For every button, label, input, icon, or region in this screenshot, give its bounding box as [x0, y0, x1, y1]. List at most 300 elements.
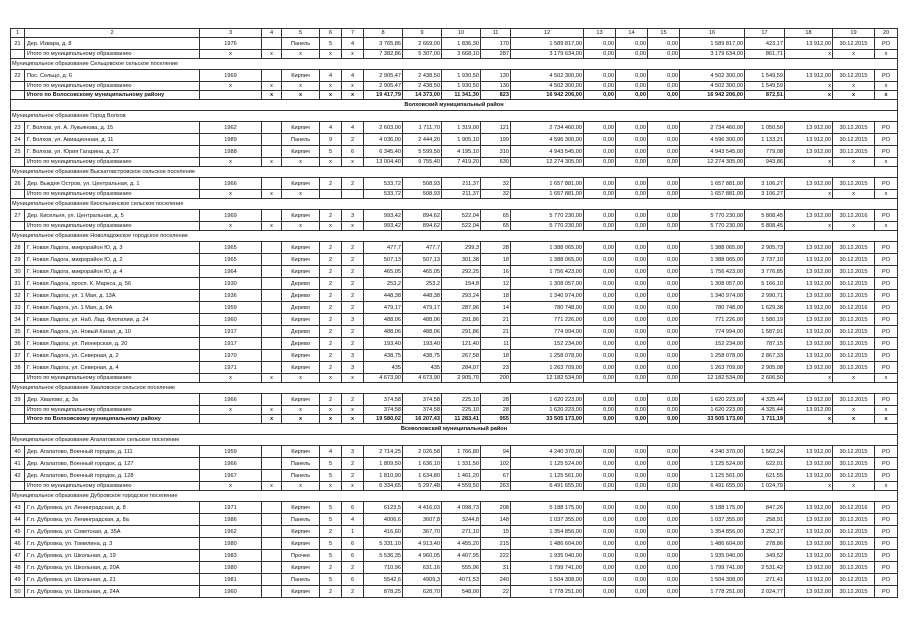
- table-cell: Итого по муниципальному образованию: [25, 222, 200, 231]
- table-cell: 13 912,00: [785, 178, 833, 190]
- table-cell: 479,17: [364, 302, 403, 314]
- table-cell: 13 912,00: [785, 562, 833, 574]
- table-cell: 1 024,79: [745, 482, 785, 491]
- table-cell: 2 603,00: [364, 122, 403, 134]
- table-cell: 3244,8: [442, 514, 481, 526]
- table-cell: 13 912,00: [785, 266, 833, 278]
- table-cell: 0,00: [616, 50, 648, 59]
- table-cell: [262, 526, 282, 538]
- table-cell: 0,00: [648, 350, 680, 362]
- table-cell: РО: [875, 526, 898, 538]
- table-cell: РО: [875, 458, 898, 470]
- table-cell: 15: [481, 526, 511, 538]
- table-cell: 299,3: [442, 242, 481, 254]
- table-cell: 13 912,00: [785, 362, 833, 374]
- table-cell: 2 905,47: [364, 70, 403, 82]
- table-cell: Кирпич: [282, 314, 320, 326]
- table-cell: 3: [342, 314, 364, 326]
- table-cell: 0,00: [648, 210, 680, 222]
- table-cell: 1986: [200, 514, 262, 526]
- table-cell: 710,96: [364, 562, 403, 574]
- table-cell: 1 125 561,00: [680, 470, 745, 482]
- column-number-header: [11, 29, 898, 38]
- table-cell: 1 657 881,00: [511, 178, 584, 190]
- table-cell: Г. Новая Ладога, микрорайон Ю, д. 2: [25, 254, 200, 266]
- table-cell: РО: [875, 266, 898, 278]
- table-cell: 28: [481, 394, 511, 406]
- section-heading-row: [11, 383, 898, 394]
- table-cell: 6 334,65: [364, 482, 403, 491]
- table-cell: 3: [342, 362, 364, 374]
- table-cell: 1 308 057,00: [511, 278, 584, 290]
- table-cell: 4 240 370,00: [511, 446, 584, 458]
- table-cell: 13 912,00: [785, 502, 833, 514]
- table-cell: 0,00: [616, 278, 648, 290]
- table-cell: 1 562,24: [745, 446, 785, 458]
- table-cell: Дерево: [282, 278, 320, 290]
- table-cell: 1 930,50: [442, 70, 481, 82]
- table-cell: 0,00: [616, 574, 648, 586]
- table-cell: 6123,5: [364, 502, 403, 514]
- table-cell: 6 491 655,00: [511, 482, 584, 491]
- table-cell: 42: [11, 470, 25, 482]
- table-cell: 284,07: [442, 362, 481, 374]
- table-cell: x: [262, 82, 282, 91]
- table-cell: 13 004,40: [364, 158, 403, 167]
- header-cell: 3: [200, 29, 262, 38]
- table-row: [11, 290, 898, 302]
- table-cell: 0,00: [616, 326, 648, 338]
- table-cell: Г. Волхов, ул. Юрия Гагарина, д. 27: [25, 146, 200, 158]
- table-cell: 0,00: [616, 338, 648, 350]
- table-cell: 1960: [200, 586, 262, 598]
- table-cell: 13 912,00: [785, 458, 833, 470]
- table-cell: 2: [342, 178, 364, 190]
- table-cell: [200, 91, 262, 100]
- table-cell: 3: [342, 446, 364, 458]
- table-cell: 2 905,70: [442, 374, 481, 383]
- table-cell: [262, 350, 282, 362]
- table-cell: 12 182 534,00: [680, 374, 745, 383]
- table-cell: x: [282, 158, 320, 167]
- table-cell: x: [262, 406, 282, 415]
- table-cell: 5 166,10: [745, 278, 785, 290]
- table-cell: x: [200, 158, 262, 167]
- table-cell: x: [200, 406, 262, 415]
- table-cell: 787,15: [745, 338, 785, 350]
- total-row: [11, 50, 898, 59]
- table-cell: 267,58: [442, 350, 481, 362]
- table-cell: 0,00: [584, 82, 616, 91]
- table-cell: 4 325,44: [745, 394, 785, 406]
- table-cell: 0,00: [648, 394, 680, 406]
- table-cell: 0,00: [584, 91, 616, 100]
- table-cell: 488,06: [403, 326, 442, 338]
- table-cell: 894,62: [403, 222, 442, 231]
- table-cell: 4 325,44: [745, 406, 785, 415]
- table-cell: 23: [481, 362, 511, 374]
- table-cell: 0,00: [584, 406, 616, 415]
- table-cell: 4 960,05: [403, 550, 442, 562]
- table-cell: 5 536,35: [364, 550, 403, 562]
- table-cell: 1966: [200, 394, 262, 406]
- table-cell: Дер. Агалатово, Военный городок, д. 127: [25, 458, 200, 470]
- table-cell: 130: [481, 70, 511, 82]
- table-cell: 0,00: [648, 254, 680, 266]
- table-cell: [262, 574, 282, 586]
- table-cell: x: [282, 406, 320, 415]
- table-cell: 465,05: [364, 266, 403, 278]
- table-cell: 11 341,30: [442, 91, 481, 100]
- table-cell: 0,00: [584, 470, 616, 482]
- table-cell: Итого по муниципальному образованию: [25, 374, 200, 383]
- table-cell: 1981: [200, 574, 262, 586]
- table-cell: [262, 562, 282, 574]
- table-cell: 65: [481, 222, 511, 231]
- table-cell: 4071,53: [442, 574, 481, 586]
- table-cell: РО: [875, 290, 898, 302]
- table-cell: 28: [481, 242, 511, 254]
- table-cell: 522,04: [442, 222, 481, 231]
- header-cell: 6: [320, 29, 342, 38]
- table-cell: 1 657 881,00: [680, 178, 745, 190]
- table-cell: 1 037 355,00: [511, 514, 584, 526]
- table-cell: Кирпич: [282, 122, 320, 134]
- table-cell: 4: [320, 70, 342, 82]
- table-cell: 2: [342, 562, 364, 574]
- district-title: Всеволожский муниципальный район: [11, 424, 898, 435]
- table-cell: x: [262, 374, 282, 383]
- table-cell: 30.12.2015: [833, 362, 875, 374]
- table-cell: 780 748,00: [511, 302, 584, 314]
- table-cell: [11, 158, 25, 167]
- table-cell: Г. Новая Ладога, ул. 1 Мая, д. 9А: [25, 302, 200, 314]
- total-row: [11, 91, 898, 100]
- table-cell: 0,00: [616, 178, 648, 190]
- section-heading-row: [11, 167, 898, 178]
- table-cell: 3 765,86: [364, 38, 403, 50]
- table-cell: 225,10: [442, 406, 481, 415]
- table-cell: 13 912,00: [785, 446, 833, 458]
- table-cell: 0,00: [584, 350, 616, 362]
- table-cell: Итого по муниципальному образованию: [25, 82, 200, 91]
- table-cell: 416,60: [364, 526, 403, 538]
- table-cell: Г.п. Дубровка, ул. Школьная, д. 20А: [25, 562, 200, 574]
- table-cell: x: [282, 482, 320, 491]
- table-cell: 2: [342, 338, 364, 350]
- table-cell: 12 274 305,00: [511, 158, 584, 167]
- table-cell: РО: [875, 586, 898, 598]
- table-cell: 4 673,90: [364, 374, 403, 383]
- table-cell: x: [200, 190, 262, 199]
- table-cell: 2: [342, 470, 364, 482]
- table-cell: 240: [481, 574, 511, 586]
- table-cell: Г.п. Дубровка, ул. Томилина, д. 3: [25, 538, 200, 550]
- table-cell: 30.12.2015: [833, 254, 875, 266]
- table-cell: 367,70: [403, 526, 442, 538]
- table-cell: 4 502 300,00: [680, 82, 745, 91]
- table-cell: 13 912,00: [785, 526, 833, 538]
- table-cell: 1 549,59: [745, 70, 785, 82]
- table-cell: 4 913,40: [403, 538, 442, 550]
- table-cell: 50: [11, 586, 25, 598]
- table-cell: 0,00: [616, 314, 648, 326]
- table-cell: 0,00: [584, 158, 616, 167]
- table-cell: 121: [481, 122, 511, 134]
- table-cell: 47: [11, 550, 25, 562]
- table-cell: 5 188 175,00: [680, 502, 745, 514]
- table-cell: x: [200, 482, 262, 491]
- table-cell: [320, 190, 342, 199]
- table-cell: 7 419,20: [442, 158, 481, 167]
- table-cell: Кирпич: [282, 350, 320, 362]
- table-cell: 271,41: [745, 574, 785, 586]
- table-cell: 435: [403, 362, 442, 374]
- table-cell: 271,10: [442, 526, 481, 538]
- table-cell: 287,96: [442, 302, 481, 314]
- table-cell: 1 589 817,00: [511, 38, 584, 50]
- table-cell: Г.п. Дубровка, ул. Ленинградская, д. 8: [25, 502, 200, 514]
- table-cell: РО: [875, 562, 898, 574]
- table-cell: 3 106,27: [745, 190, 785, 199]
- table-cell: 5 770 230,00: [680, 222, 745, 231]
- table-cell: 49: [11, 574, 25, 586]
- table-cell: 435: [364, 362, 403, 374]
- table-cell: 1 657 881,00: [680, 190, 745, 199]
- table-cell: [11, 190, 25, 199]
- table-cell: Итого по Волосовскому муниципальному району: [25, 91, 200, 100]
- table-cell: x: [262, 222, 282, 231]
- table-cell: 1 809,50: [364, 458, 403, 470]
- table-cell: 2: [320, 562, 342, 574]
- table-cell: 0,00: [616, 190, 648, 199]
- table-cell: Кирпич: [282, 446, 320, 458]
- table-cell: x: [875, 415, 898, 424]
- table-cell: 0,00: [584, 446, 616, 458]
- table-cell: 13 912,00: [785, 394, 833, 406]
- table-cell: 0,00: [648, 326, 680, 338]
- header-cell: 1: [11, 29, 25, 38]
- table-row: [11, 326, 898, 338]
- table-cell: 878,25: [364, 586, 403, 598]
- district-title: Волховский муниципальный район: [11, 100, 898, 111]
- table-cell: 6: [342, 574, 364, 586]
- table-cell: 18: [481, 290, 511, 302]
- table-cell: 4 407,95: [442, 550, 481, 562]
- table-cell: 779,08: [745, 146, 785, 158]
- table-cell: 26: [11, 178, 25, 190]
- table-cell: 477,7: [403, 242, 442, 254]
- table-cell: 21: [481, 326, 511, 338]
- table-cell: 1 935 040,00: [511, 550, 584, 562]
- table-cell: Кирпич: [282, 538, 320, 550]
- table-cell: 349,52: [745, 550, 785, 562]
- table-cell: x: [282, 374, 320, 383]
- table-cell: [11, 415, 25, 424]
- table-cell: 4: [342, 122, 364, 134]
- table-cell: 170: [481, 38, 511, 50]
- table-cell: 3: [342, 350, 364, 362]
- table-cell: 507,13: [403, 254, 442, 266]
- table-cell: 5542,6: [364, 574, 403, 586]
- table-cell: [262, 314, 282, 326]
- table-cell: x: [833, 50, 875, 59]
- table-cell: 0,00: [616, 91, 648, 100]
- header-cell: 16: [680, 29, 745, 38]
- table-cell: Итого по муниципальному образованию: [25, 406, 200, 415]
- header-cell: 4: [262, 29, 282, 38]
- table-cell: [262, 70, 282, 82]
- table-cell: 4: [320, 122, 342, 134]
- section-heading-row: [11, 491, 898, 502]
- table-cell: x: [282, 415, 320, 424]
- table-cell: x: [200, 50, 262, 59]
- table-cell: 13 912,00: [785, 514, 833, 526]
- table-cell: РО: [875, 446, 898, 458]
- section-heading-row: [11, 199, 898, 210]
- table-cell: 1 258 078,00: [680, 350, 745, 362]
- table-cell: 0,00: [648, 538, 680, 550]
- table-cell: Г.п. Дубровка, ул. Школьная, д. 19: [25, 550, 200, 562]
- table-cell: 2: [320, 526, 342, 538]
- header-cell: 7: [342, 29, 364, 38]
- table-cell: x: [342, 415, 364, 424]
- table-cell: РО: [875, 38, 898, 50]
- table-cell: Дер. Хвалово, д. 3а: [25, 394, 200, 406]
- table-cell: Кирпич: [282, 562, 320, 574]
- table-cell: 2: [342, 290, 364, 302]
- table-cell: 33 505 173,00: [680, 415, 745, 424]
- table-cell: 6: [342, 502, 364, 514]
- table-cell: Панель: [282, 38, 320, 50]
- table-cell: 13 912,00: [785, 338, 833, 350]
- table-cell: 0,00: [584, 302, 616, 314]
- table-cell: 211,37: [442, 178, 481, 190]
- table-cell: 1962: [200, 526, 262, 538]
- table-cell: 30.12.2015: [833, 514, 875, 526]
- table-cell: 2 734 460,00: [511, 122, 584, 134]
- header-cell: 2: [25, 29, 200, 38]
- table-cell: x: [262, 190, 282, 199]
- table-cell: [11, 406, 25, 415]
- table-cell: 631,16: [403, 562, 442, 574]
- table-cell: 1980: [200, 562, 262, 574]
- table-cell: 0,00: [584, 526, 616, 538]
- table-cell: [262, 210, 282, 222]
- table-cell: Г. Новая Ладога, ул. Северная, д. 2: [25, 350, 200, 362]
- table-cell: x: [875, 406, 898, 415]
- table-cell: 5: [320, 458, 342, 470]
- table-cell: РО: [875, 326, 898, 338]
- table-cell: 1 778 251,00: [511, 586, 584, 598]
- table-cell: x: [785, 158, 833, 167]
- header-cell: 13: [584, 29, 616, 38]
- table-cell: 2 867,33: [745, 350, 785, 362]
- table-cell: x: [785, 82, 833, 91]
- table-cell: 0,00: [584, 394, 616, 406]
- table-cell: Дерево: [282, 290, 320, 302]
- table-cell: РО: [875, 394, 898, 406]
- table-cell: 1 587,91: [745, 326, 785, 338]
- table-cell: 2: [320, 210, 342, 222]
- table-cell: 5 599,50: [403, 146, 442, 158]
- table-cell: x: [262, 50, 282, 59]
- table-cell: 0,00: [648, 574, 680, 586]
- table-cell: Кирпич: [282, 526, 320, 538]
- table-cell: 211,37: [442, 190, 481, 199]
- table-cell: 1 388 065,00: [680, 254, 745, 266]
- table-cell: 253,2: [364, 278, 403, 290]
- table-cell: 1 319,00: [442, 122, 481, 134]
- table-cell: x: [262, 415, 282, 424]
- table-cell: 0,00: [616, 134, 648, 146]
- table-cell: 0,00: [584, 134, 616, 146]
- table-cell: 0,00: [616, 502, 648, 514]
- table-cell: 0,00: [648, 550, 680, 562]
- table-cell: 5 770 230,00: [511, 210, 584, 222]
- table-cell: [11, 91, 25, 100]
- table-cell: РО: [875, 314, 898, 326]
- table-cell: [262, 266, 282, 278]
- table-cell: 253,2: [403, 278, 442, 290]
- table-cell: Г. Новая Ладога, ул. Новый Канал, д. 10: [25, 326, 200, 338]
- table-cell: 152 234,00: [511, 338, 584, 350]
- table-cell: 16 207,43: [403, 415, 442, 424]
- table-row: [11, 446, 898, 458]
- table-cell: 0,00: [616, 550, 648, 562]
- table-cell: 2 734 460,00: [680, 122, 745, 134]
- table-cell: x: [262, 482, 282, 491]
- table-cell: 2: [342, 326, 364, 338]
- table-cell: 2 714,25: [364, 446, 403, 458]
- table-cell: 533,72: [364, 178, 403, 190]
- table-row: [11, 470, 898, 482]
- table-cell: [262, 550, 282, 562]
- table-cell: 48: [11, 562, 25, 574]
- table-cell: 12 182 534,00: [511, 374, 584, 383]
- table-cell: x: [875, 190, 898, 199]
- table-cell: 28: [481, 406, 511, 415]
- table-cell: РО: [875, 278, 898, 290]
- table-cell: Г. Волхов, ул. Авиационная, д. 11: [25, 134, 200, 146]
- table-cell: x: [833, 222, 875, 231]
- table-cell: 30.12.2016: [833, 302, 875, 314]
- table-cell: 4: [342, 514, 364, 526]
- table-cell: 28: [11, 242, 25, 254]
- table-cell: 0,00: [648, 482, 680, 491]
- table-cell: 448,38: [364, 290, 403, 302]
- table-cell: 2: [320, 278, 342, 290]
- table-cell: 16 942 206,00: [680, 91, 745, 100]
- table-cell: 292,25: [442, 266, 481, 278]
- table-cell: 374,58: [364, 394, 403, 406]
- table-cell: 30: [11, 266, 25, 278]
- table-row: [11, 302, 898, 314]
- table-cell: 5: [320, 574, 342, 586]
- table-cell: Г. Новая Ладога, ул. Наб. Лад. Флотилии, д. 24: [25, 314, 200, 326]
- table-cell: РО: [875, 302, 898, 314]
- table-row: [11, 394, 898, 406]
- table-cell: 30.12.2015: [833, 278, 875, 290]
- table-cell: 12: [481, 278, 511, 290]
- table-cell: 5 770 230,00: [511, 222, 584, 231]
- table-cell: 2: [320, 394, 342, 406]
- table-row: [11, 278, 898, 290]
- section-title: Муниципальное образование Новоладожское городское поселение: [11, 231, 898, 242]
- table-cell: 1 354 856,00: [680, 526, 745, 538]
- housing-register-table: [10, 28, 890, 598]
- table-cell: 0,00: [648, 406, 680, 415]
